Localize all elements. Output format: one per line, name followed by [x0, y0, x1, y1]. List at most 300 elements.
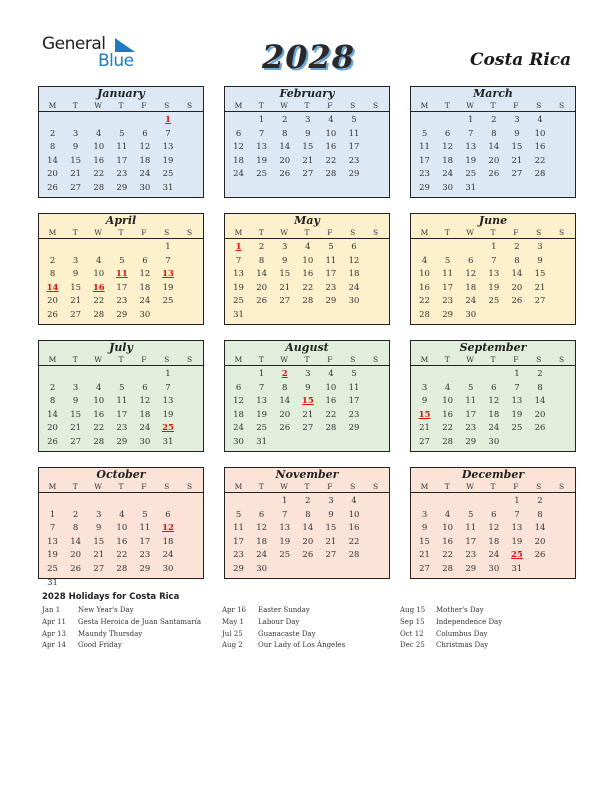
weekday-label: S	[536, 228, 542, 237]
day-cell: 1	[49, 509, 56, 520]
weekday-header	[411, 100, 575, 112]
day-cell: 18	[488, 536, 500, 547]
holiday-date: 1	[165, 115, 171, 125]
weekday-label: M	[48, 101, 57, 110]
empty-cell	[250, 495, 273, 509]
weekday-label: S	[164, 101, 170, 110]
day-cell: 9	[514, 128, 520, 139]
weekday-header	[39, 227, 203, 239]
empty-cell	[459, 368, 482, 382]
day-cell: 6	[235, 128, 242, 139]
day-cell: 19	[162, 155, 174, 166]
day-cell: 1	[258, 369, 265, 379]
weekday-label: F	[513, 355, 519, 364]
empty-cell	[64, 368, 87, 382]
day-cell: 14	[70, 536, 82, 547]
day-cell: 11	[139, 523, 151, 534]
empty-cell	[436, 495, 459, 509]
day-cell: 6	[491, 509, 497, 520]
month-name: January	[97, 87, 145, 100]
day-cell: 4	[96, 128, 102, 139]
day-cell: 17	[139, 536, 151, 547]
month-name: April	[105, 214, 137, 227]
weekday-label: S	[373, 355, 379, 364]
holiday-date: 11	[115, 269, 128, 280]
day-cell: 16	[93, 409, 105, 420]
weekday-label: W	[466, 355, 474, 364]
weekday-label: F	[141, 482, 147, 491]
day-cell: 3	[305, 115, 311, 125]
day-cell: 1	[468, 115, 474, 125]
day-cell: 12	[442, 142, 454, 153]
day-cell: 9	[421, 396, 428, 407]
day-cell: 20	[47, 423, 58, 434]
holiday-date: 15	[301, 396, 314, 407]
weekday-label: S	[350, 228, 356, 237]
holiday-column	[222, 605, 345, 652]
month-name: February	[279, 87, 335, 100]
weekday-label: W	[94, 101, 102, 110]
day-cell: 29	[116, 436, 128, 447]
holiday-name: Good Friday	[78, 641, 122, 650]
day-cell: 26	[279, 423, 291, 434]
holiday-name: Independence Day	[436, 617, 503, 626]
empty-cell	[413, 241, 436, 255]
day-cell: 30	[139, 436, 151, 447]
day-cell: 5	[119, 255, 125, 266]
weekday-label: M	[234, 228, 243, 237]
weekday-label: M	[48, 482, 57, 491]
day-cell: 22	[325, 409, 337, 420]
holiday-item	[222, 629, 345, 641]
day-cell: 16	[302, 269, 314, 280]
weekday-label: F	[513, 482, 519, 491]
day-cell: 21	[279, 282, 291, 293]
holiday-date: Dec 25	[400, 641, 425, 650]
day-cell: 22	[348, 536, 360, 547]
day-cell: 22	[442, 423, 454, 434]
weekday-header	[39, 481, 203, 493]
empty-cell	[459, 241, 482, 255]
day-cell: 13	[279, 523, 291, 534]
weekday-label: T	[72, 482, 78, 491]
day-cell: 3	[96, 509, 102, 520]
holiday-name: Columbus Day	[436, 629, 488, 638]
day-cell: 7	[282, 509, 288, 520]
day-cell: 22	[93, 423, 105, 434]
day-cell: 17	[465, 536, 477, 547]
day-cell: 5	[421, 128, 428, 139]
weekday-label: T	[258, 228, 264, 237]
weekday-label: S	[350, 355, 356, 364]
day-cell: 20	[70, 550, 82, 561]
day-cell: 2	[537, 496, 543, 506]
holiday-item	[400, 629, 502, 641]
day-cell: 26	[47, 436, 58, 447]
empty-cell	[413, 495, 436, 509]
day-cell: 29	[348, 423, 360, 434]
weekday-label: T	[118, 101, 124, 110]
holiday-column	[400, 605, 502, 652]
day-cell: 25	[465, 169, 477, 180]
day-cell: 18	[139, 409, 151, 420]
day-cell: 22	[534, 155, 546, 166]
day-cell: 19	[511, 409, 523, 420]
day-cell: 7	[258, 382, 265, 393]
month-name: September	[459, 341, 527, 354]
day-cell: 2	[258, 242, 265, 252]
day-cell: 2	[72, 509, 79, 520]
holiday-item	[42, 605, 201, 617]
day-cell: 21	[302, 155, 314, 166]
day-cell: 24	[139, 423, 151, 434]
weekday-label: W	[466, 228, 474, 237]
day-cell: 2	[491, 115, 497, 125]
day-cell: 7	[468, 128, 474, 139]
day-cell: 18	[442, 155, 454, 166]
day-cell: 29	[465, 563, 477, 574]
empty-cell	[64, 495, 87, 509]
day-grid	[39, 493, 203, 590]
month-september	[410, 340, 576, 452]
holiday-date: May 1	[222, 617, 244, 626]
holiday-date: Aug 2	[222, 641, 243, 650]
calendar-year: 2028	[262, 38, 356, 76]
holiday-date: 2	[281, 369, 288, 379]
day-cell: 24	[233, 423, 244, 434]
day-cell: 30	[488, 563, 500, 574]
day-cell: 21	[302, 409, 314, 420]
day-cell: 30	[139, 309, 151, 320]
day-cell: 30	[348, 296, 360, 307]
holiday-date: Jul 25	[222, 629, 243, 638]
day-cell: 21	[70, 169, 82, 180]
day-cell: 29	[233, 563, 244, 574]
holiday-name: Mother's Day	[436, 606, 484, 614]
day-cell: 11	[348, 128, 360, 139]
day-cell: 14	[47, 155, 58, 166]
day-cell: 27	[70, 436, 82, 447]
weekday-label: T	[444, 101, 450, 110]
day-cell: 24	[465, 296, 477, 307]
day-cell: 14	[47, 409, 58, 420]
weekday-label: W	[466, 101, 474, 110]
day-cell: 3	[72, 255, 79, 266]
holiday-name: Our Lady of Los Ángeles	[258, 641, 346, 650]
empty-cell	[110, 241, 133, 255]
holiday-name: New Year's Day	[78, 606, 134, 614]
weekday-label: T	[72, 355, 78, 364]
day-cell: 1	[491, 242, 497, 252]
holiday-column	[42, 605, 201, 652]
day-cell: 1	[165, 242, 171, 252]
day-cell: 1	[514, 369, 520, 379]
day-cell: 20	[47, 296, 58, 307]
day-cell: 4	[351, 496, 357, 506]
day-cell: 6	[491, 382, 497, 393]
empty-cell	[227, 114, 250, 128]
country-name: Costa Rica	[470, 50, 572, 70]
day-cell: 18	[256, 536, 268, 547]
day-grid	[411, 239, 575, 323]
logo-text-general: General	[42, 34, 106, 54]
day-cell: 7	[165, 128, 171, 139]
month-december	[410, 467, 576, 579]
day-cell: 3	[537, 242, 543, 252]
empty-cell	[87, 495, 110, 509]
day-cell: 12	[488, 523, 500, 534]
weekday-header	[225, 227, 389, 239]
day-cell: 23	[116, 423, 128, 434]
empty-cell	[110, 495, 133, 509]
month-name: July	[109, 341, 133, 354]
day-cell: 27	[302, 169, 314, 180]
day-cell: 27	[419, 563, 430, 574]
day-grid	[411, 366, 575, 450]
weekday-header	[225, 354, 389, 366]
day-cell: 5	[351, 115, 357, 125]
day-cell: 14	[534, 396, 546, 407]
day-cell: 26	[70, 563, 82, 574]
day-cell: 18	[162, 536, 174, 547]
day-cell: 8	[49, 269, 56, 280]
day-cell: 15	[534, 269, 546, 280]
weekday-label: F	[327, 228, 333, 237]
month-july	[38, 340, 204, 452]
weekday-label: S	[187, 355, 193, 364]
day-cell: 19	[162, 282, 174, 293]
holiday-date: 16	[92, 282, 105, 293]
day-cell: 24	[348, 282, 360, 293]
day-cell: 27	[511, 169, 523, 180]
day-cell: 16	[442, 536, 454, 547]
day-cell: 11	[116, 142, 128, 153]
day-cell: 3	[421, 382, 428, 393]
day-cell: 15	[70, 282, 82, 293]
weekday-label: S	[164, 355, 170, 364]
day-cell: 29	[442, 309, 454, 320]
day-cell: 6	[142, 382, 148, 393]
day-cell: 3	[72, 382, 79, 393]
day-cell: 26	[534, 423, 546, 434]
month-name: March	[473, 87, 513, 100]
month-march	[410, 86, 576, 198]
empty-cell	[227, 495, 250, 509]
day-cell: 4	[328, 369, 334, 379]
day-cell: 9	[537, 255, 543, 266]
holiday-item	[400, 640, 502, 652]
weekday-label: S	[187, 228, 193, 237]
logo-text-blue: Blue	[98, 51, 134, 71]
weekday-label: S	[559, 101, 565, 110]
day-cell: 11	[116, 396, 128, 407]
weekday-label: W	[280, 101, 288, 110]
day-cell: 4	[444, 509, 451, 520]
day-cell: 30	[488, 436, 500, 447]
holiday-date: Sep 15	[400, 617, 425, 626]
weekday-label: T	[118, 355, 124, 364]
day-cell: 5	[444, 255, 451, 266]
weekday-label: T	[118, 482, 124, 491]
weekday-header	[225, 100, 389, 112]
day-cell: 24	[162, 550, 174, 561]
day-cell: 27	[325, 550, 337, 561]
day-cell: 17	[325, 269, 337, 280]
holiday-name: Maundy Thursday	[78, 629, 143, 638]
day-cell: 22	[419, 296, 430, 307]
day-cell: 30	[465, 309, 477, 320]
day-cell: 23	[465, 423, 477, 434]
weekday-label: T	[258, 101, 264, 110]
day-cell: 26	[302, 550, 314, 561]
day-cell: 2	[49, 255, 56, 266]
weekday-label: F	[141, 101, 147, 110]
weekday-header	[39, 100, 203, 112]
day-cell: 5	[119, 382, 125, 393]
day-cell: 23	[348, 155, 360, 166]
day-cell: 29	[139, 563, 151, 574]
empty-cell	[133, 368, 156, 382]
weekday-label: S	[536, 355, 542, 364]
day-cell: 24	[256, 550, 268, 561]
month-february	[224, 86, 390, 198]
day-cell: 28	[93, 309, 105, 320]
day-cell: 27	[70, 182, 82, 193]
holiday-date: 13	[162, 269, 174, 280]
day-cell: 3	[282, 242, 288, 252]
day-cell: 5	[328, 242, 334, 252]
weekday-label: S	[350, 482, 356, 491]
day-cell: 21	[419, 550, 430, 561]
month-name: December	[461, 468, 525, 481]
day-cell: 30	[442, 182, 454, 193]
holiday-item	[400, 605, 502, 617]
day-cell: 8	[537, 509, 543, 520]
holiday-date: Aug 15	[400, 606, 426, 614]
holiday-item	[42, 640, 201, 652]
day-cell: 13	[488, 269, 500, 280]
day-cell: 4	[537, 115, 543, 125]
day-cell: 21	[325, 536, 337, 547]
day-cell: 11	[325, 255, 337, 266]
day-cell: 2	[49, 382, 56, 393]
day-cell: 28	[93, 436, 105, 447]
month-october	[38, 467, 204, 588]
weekday-header	[411, 227, 575, 239]
day-grid	[225, 366, 389, 450]
weekday-label: M	[420, 482, 429, 491]
holiday-date: 25	[162, 423, 174, 434]
day-cell: 19	[511, 536, 523, 547]
day-cell: 13	[162, 142, 174, 153]
day-cell: 10	[325, 128, 337, 139]
empty-cell	[227, 368, 250, 382]
day-cell: 4	[305, 242, 311, 252]
holidays-title: 2028 Holidays for Costa Rica	[42, 592, 180, 602]
empty-cell	[133, 495, 156, 509]
day-cell: 2	[305, 496, 311, 506]
day-cell: 24	[139, 169, 151, 180]
day-cell: 6	[165, 509, 171, 520]
day-grid	[411, 493, 575, 577]
day-cell: 25	[488, 296, 500, 307]
day-grid	[39, 366, 203, 450]
day-cell: 10	[442, 396, 454, 407]
weekday-label: S	[350, 101, 356, 110]
day-cell: 11	[233, 523, 244, 534]
day-cell: 15	[70, 409, 82, 420]
day-cell: 9	[72, 142, 79, 153]
weekday-header	[411, 481, 575, 493]
day-cell: 23	[442, 296, 454, 307]
day-cell: 28	[325, 169, 337, 180]
holiday-date: Apr 16	[222, 606, 247, 614]
day-cell: 11	[465, 523, 477, 534]
day-cell: 6	[142, 255, 148, 266]
day-cell: 19	[256, 155, 268, 166]
day-cell: 10	[534, 128, 546, 139]
weekday-label: F	[141, 355, 147, 364]
day-cell: 4	[328, 115, 334, 125]
weekday-label: S	[536, 482, 542, 491]
day-cell: 17	[116, 282, 128, 293]
day-cell: 24	[233, 169, 244, 180]
day-cell: 7	[165, 255, 171, 266]
day-cell: 22	[442, 550, 454, 561]
month-name: August	[285, 341, 329, 354]
weekday-label: M	[234, 355, 243, 364]
day-cell: 28	[116, 563, 128, 574]
day-cell: 25	[162, 169, 174, 180]
day-cell: 15	[325, 523, 337, 534]
day-cell: 3	[305, 369, 311, 379]
day-cell: 8	[258, 255, 265, 266]
day-cell: 20	[47, 169, 58, 180]
day-grid	[225, 112, 389, 182]
weekday-label: S	[559, 228, 565, 237]
weekday-label: T	[72, 101, 78, 110]
day-cell: 23	[233, 550, 244, 561]
day-cell: 23	[419, 169, 430, 180]
day-cell: 30	[256, 563, 268, 574]
weekday-label: W	[94, 228, 102, 237]
day-cell: 26	[47, 182, 58, 193]
day-cell: 9	[72, 396, 79, 407]
empty-cell	[133, 241, 156, 255]
holiday-name: Easter Sunday	[258, 606, 310, 614]
day-cell: 17	[233, 536, 244, 547]
day-cell: 27	[279, 296, 291, 307]
day-cell: 21	[70, 423, 82, 434]
weekday-header	[411, 354, 575, 366]
weekday-label: M	[48, 355, 57, 364]
day-cell: 5	[468, 509, 474, 520]
weekday-label: M	[420, 355, 429, 364]
day-cell: 17	[442, 282, 454, 293]
day-cell: 13	[511, 396, 523, 407]
day-cell: 31	[465, 182, 477, 193]
holiday-date: 1	[235, 242, 242, 252]
day-cell: 21	[419, 423, 430, 434]
empty-cell	[436, 241, 459, 255]
day-cell: 8	[49, 396, 56, 407]
month-january	[38, 86, 204, 198]
empty-cell	[64, 241, 87, 255]
holiday-item	[222, 640, 345, 652]
day-cell: 29	[348, 169, 360, 180]
day-cell: 13	[465, 142, 477, 153]
day-cell: 14	[534, 523, 546, 534]
